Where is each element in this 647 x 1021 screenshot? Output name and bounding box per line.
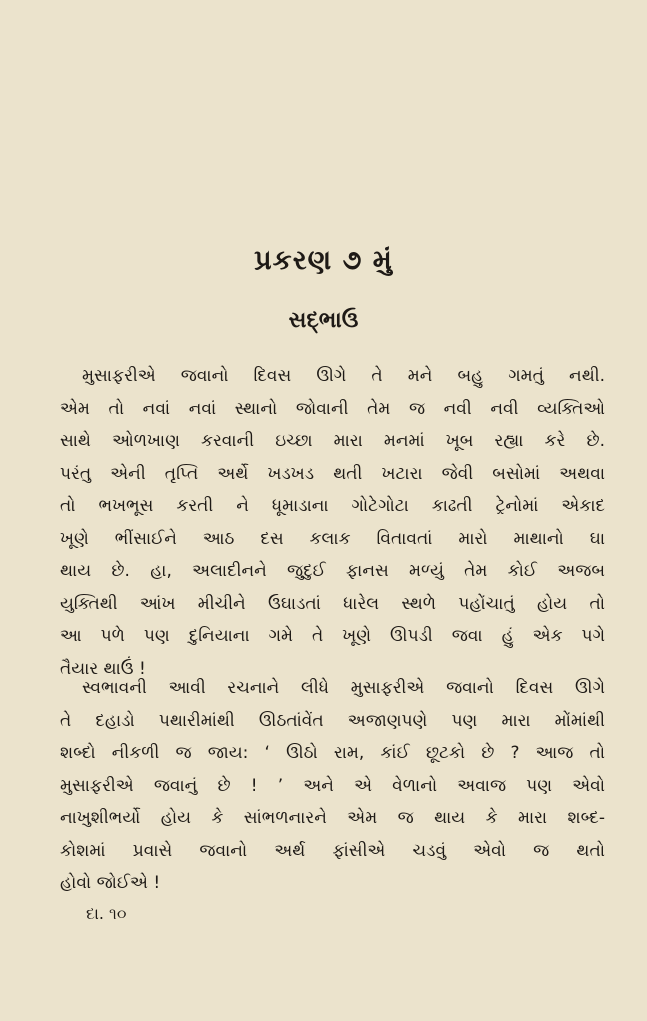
paragraph-line: મુસાફરીએ જવાનું છે ! ’ અને એ વેળાનો અવાજ પણ એવો	[60, 775, 605, 796]
section-title: સદ્ભાઉ	[288, 308, 359, 333]
signature-mark: દા. ૧૦	[86, 904, 127, 923]
paragraph-line: શબ્દો નીકળી જ જાય: ‘ ઊઠો રામ, કાંઈ છૂટકો છે ? આજ તો	[60, 743, 605, 763]
paragraph-line: પરંતુ એની તૃપ્તિ અર્થે ખડખડ થતી ખટારા જેવી બસોમાં અથવા	[60, 463, 605, 484]
paragraph-line: એમ તો નવાં નવાં સ્થાનો જોવાની તેમ જ નવી નવી વ્યક્તિઓ	[60, 398, 605, 419]
paragraph-1	[60, 360, 605, 685]
paragraph-line: ખૂણે ભીંસાઈને આઠ દસ કલાક વિતાવતાં મારો માથાનો ઘા	[60, 528, 605, 549]
paragraph-line: થાય છે. હા, અલાદીનને જુદુઈ ફાનસ મળ્યું તેમ કોઈ અજબ	[60, 561, 605, 581]
paragraph-2	[60, 672, 605, 900]
paragraph-line: તે દહાડો પથારીમાંથી ઊઠતાંવેંત અજાણપણે પણ મારા મોંમાંથી	[60, 710, 605, 731]
paragraph-line: નાખુશીભર્યો હોય કે સાંભળનારને એમ જ થાય કે મારા શબ્દ-	[60, 808, 605, 828]
paragraph-line: કોશમાં પ્રવાસે જવાનો અર્થ ફાંસીએ ચડવું એવો જ થતો	[60, 840, 605, 861]
paragraph-line: તો ભખભૂસ કરતી ને ધૂમાડાના ગોટેગોટા કાઢતી ટ્રેનોમાં એકાદ	[60, 496, 605, 516]
paragraph-line: સાથે ઓળખાણ કરવાની ઇચ્છા મારા મનમાં ખૂબ રહ્યા કરે છે.	[60, 431, 605, 451]
paragraph-line: સ્વભાવની આવી રચનાને લીધે મુસાફરીએ જવાનો દિવસ ઊગે	[82, 678, 605, 698]
paragraph-line: તૈયાર થાઉં !	[60, 658, 146, 679]
chapter-title: પ્રકરણ ૭ મું	[254, 245, 393, 276]
paragraph-line: મુસાફરીએ જવાનો દિવસ ઊગે તે મને બહુ ગમતું નથી.	[82, 366, 605, 386]
paragraph-line: યુક્તિથી આંખ મીચીને ઉઘાડતાં ધારેલ સ્થળે પહોંચાતું હોય તો	[60, 593, 605, 614]
paragraph-line: હોવો જોઈએ !	[60, 873, 161, 893]
paragraph-line: આ પળે પણ દુનિયાના ગમે તે ખૂણે ઊપડી જવા હું એક પગે	[60, 626, 605, 646]
